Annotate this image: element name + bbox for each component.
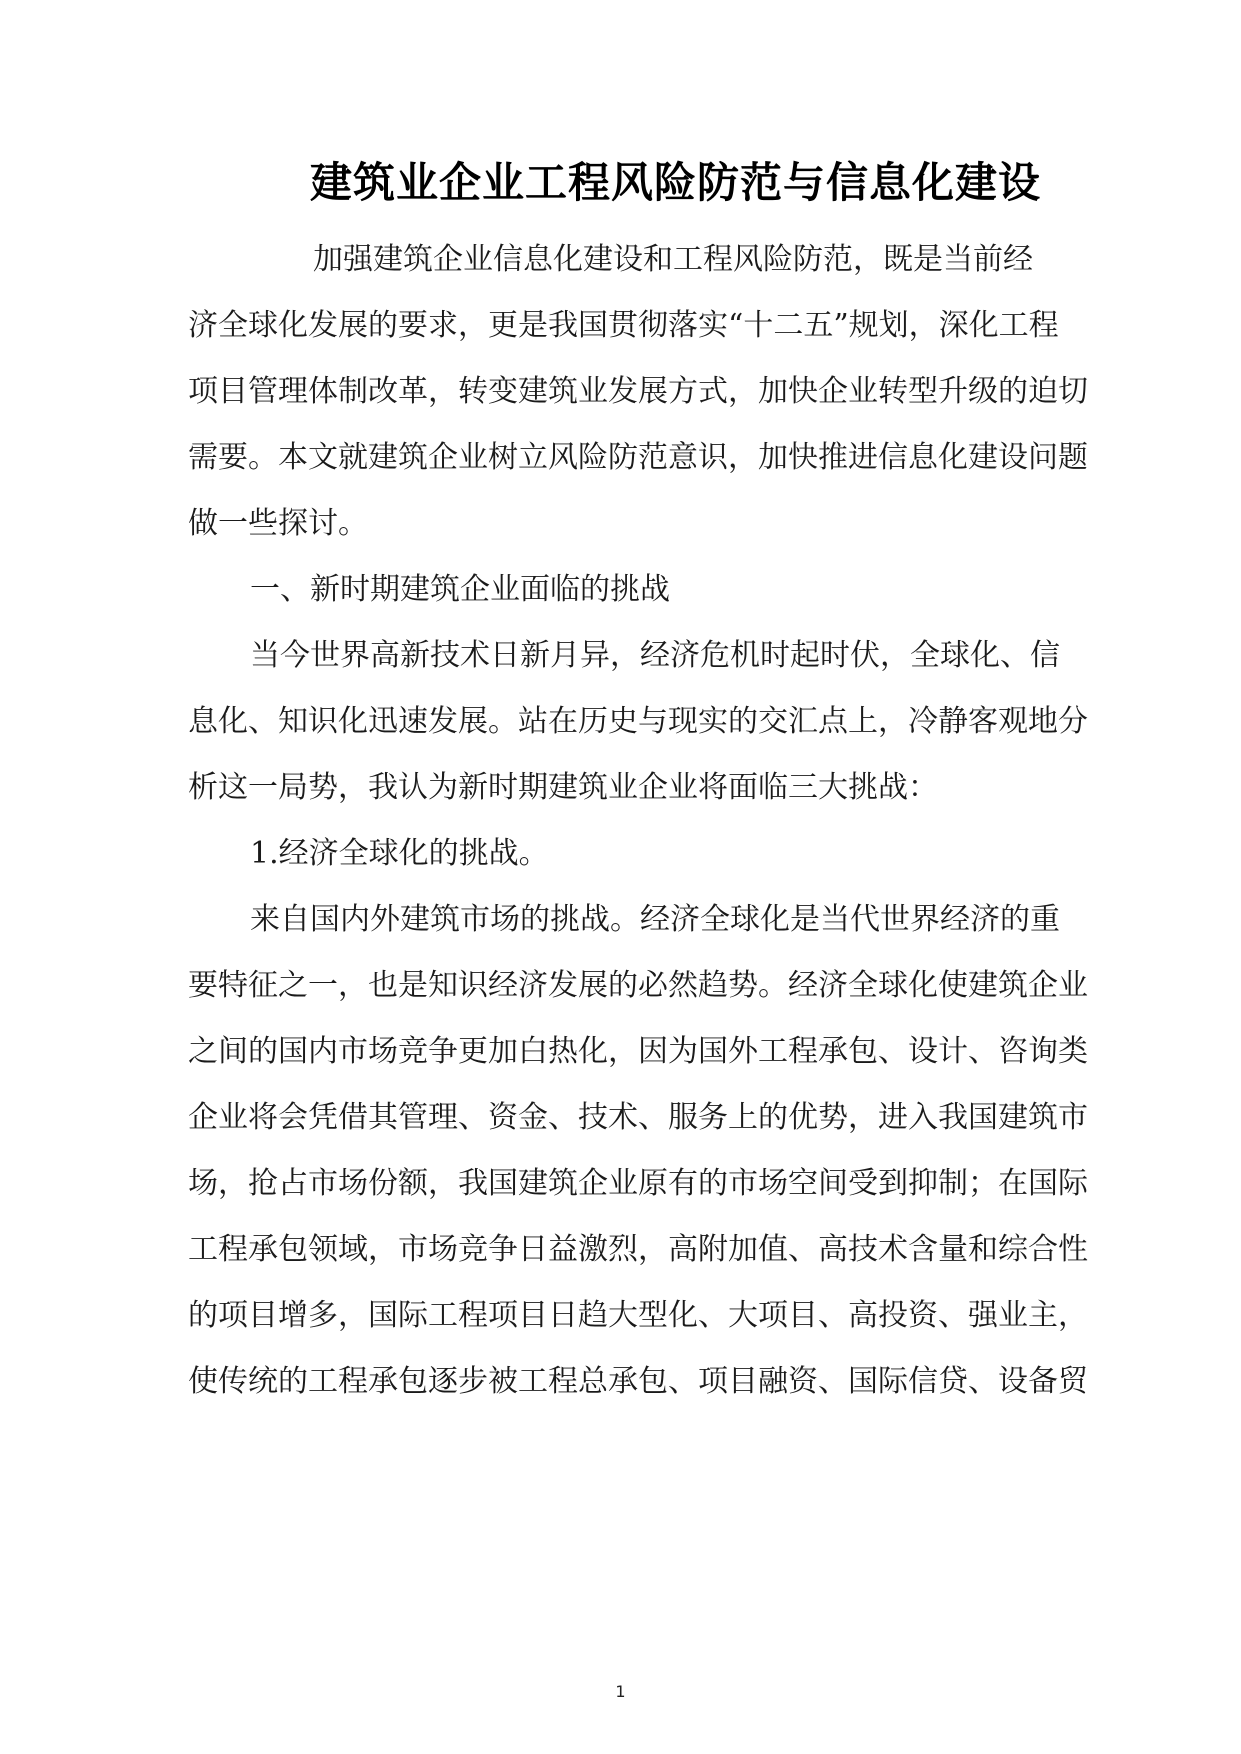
paragraph-line: 析这一局势，我认为新时期建筑业企业将面临三大挑战： [188, 770, 938, 805]
section-heading: 一、新时期建筑企业面临的挑战 [250, 572, 670, 607]
paragraph-line: 做一些探讨。 [188, 506, 368, 541]
paragraph-line: 需要。本文就建筑企业树立风险防范意识，加快推进信息化建设问题 [188, 440, 1088, 475]
paragraph-line: 之间的国内市场竞争更加白热化，因为国外工程承包、设计、咨询类 [188, 1034, 1088, 1069]
subsection-heading: 1.经济全球化的挑战。 [250, 836, 549, 871]
paragraph-line: 济全球化发展的要求，更是我国贯彻落实“十二五”规划，深化工程 [188, 308, 1059, 343]
paragraph-line: 企业将会凭借其管理、资金、技术、服务上的优势，进入我国建筑市 [188, 1100, 1088, 1135]
paragraph-line: 场，抢占市场份额，我国建筑企业原有的市场空间受到抑制；在国际 [188, 1166, 1088, 1201]
page-number: 1 [615, 1682, 626, 1701]
paragraph-line: 工程承包领域，市场竞争日益激烈，高附加值、高技术含量和综合性 [188, 1232, 1088, 1267]
paragraph-line: 项目管理体制改革，转变建筑业发展方式，加快企业转型升级的迫切 [188, 374, 1088, 409]
paragraph-line: 息化、知识化迅速发展。站在历史与现实的交汇点上，冷静客观地分 [188, 704, 1088, 739]
paragraph-line: 的项目增多，国际工程项目日趋大型化、大项目、高投资、强业主， [188, 1298, 1088, 1333]
paragraph-line: 当今世界高新技术日新月异，经济危机时起时伏，全球化、信 [250, 638, 1060, 673]
document-title: 建筑业企业工程风险防范与信息化建设 [309, 158, 1041, 207]
paragraph-line: 要特征之一，也是知识经济发展的必然趋势。经济全球化使建筑企业 [188, 968, 1088, 1003]
paragraph-line: 来自国内外建筑市场的挑战。经济全球化是当代世界经济的重 [250, 902, 1060, 937]
paragraph-line: 使传统的工程承包逐步被工程总承包、项目融资、国际信贷、设备贸 [188, 1364, 1088, 1399]
paragraph-line: 加强建筑企业信息化建设和工程风险防范，既是当前经 [313, 242, 1033, 277]
